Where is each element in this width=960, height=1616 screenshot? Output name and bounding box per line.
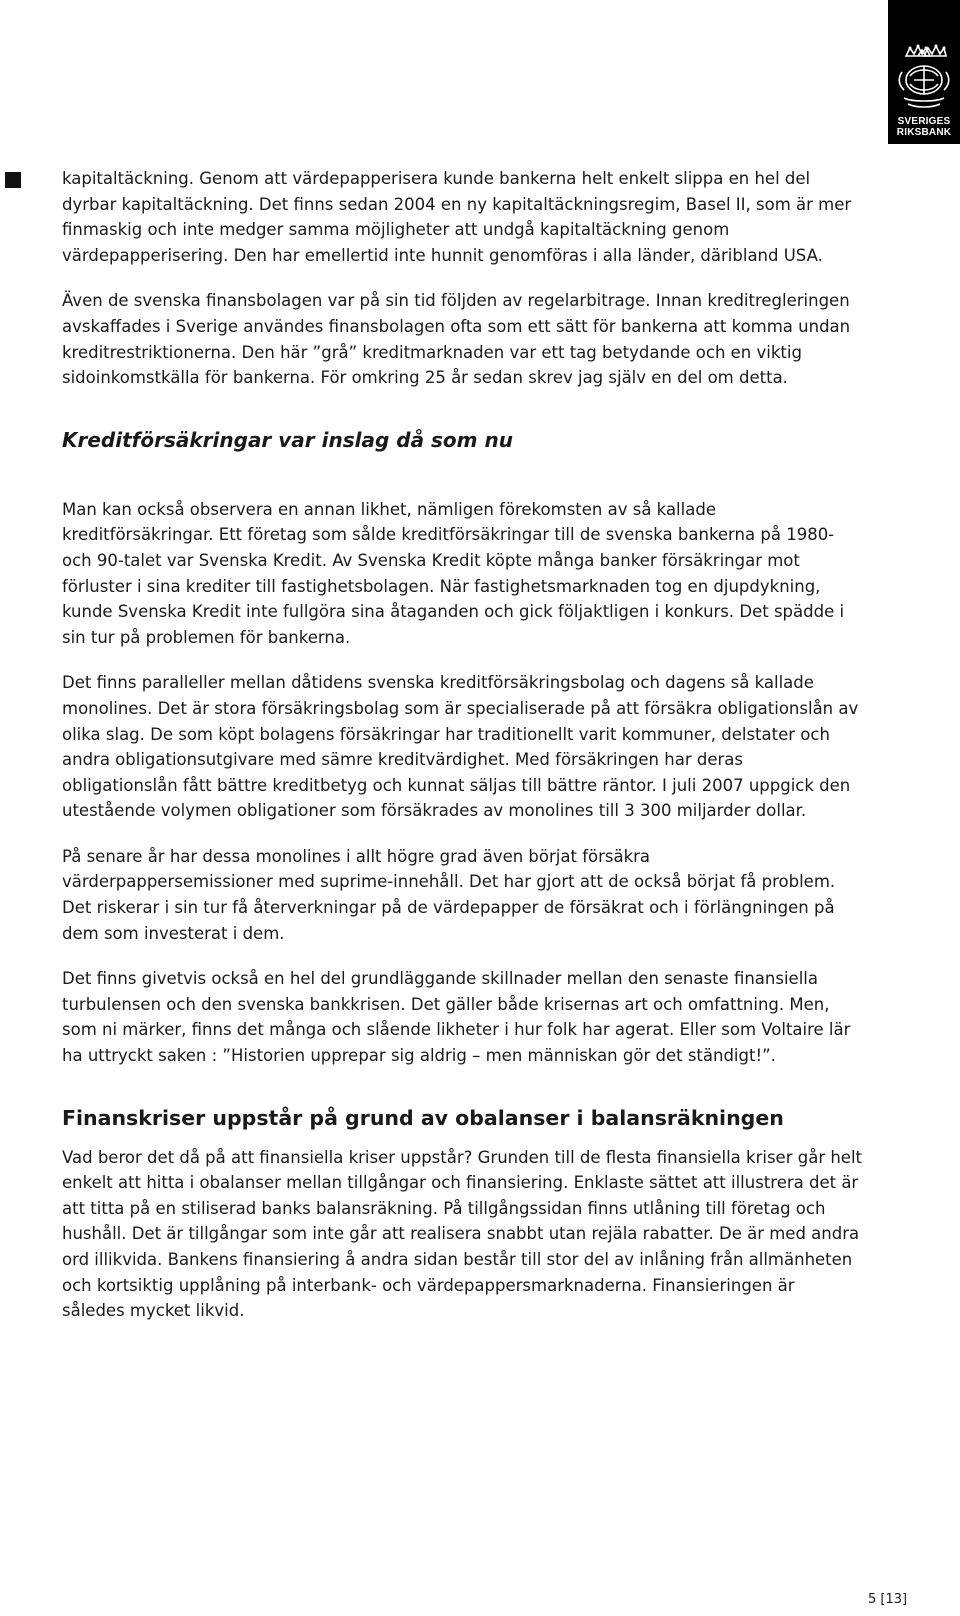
paragraph: Vad beror det då på att finansiella kriser uppstår? Grunden till de flesta finansiella kriser går helt enkelt att hitta i obalanser mellan tillgångar och finansiering. Enklaste sättet att illustrera det är att titta på en stiliserad banks balansräkning. På tillgångssidan finns utlåning till företag och hushåll. Det är tillgångar som inte går att realisera snabbt utan rejäla rabatter. De är med andra ord illikvida. Bankens finansiering å andra sidan består till stor del av inlåning från allmänheten och kortsiktig upplåning på interbank- och värdepappersmarknaderna. Finansieringen är således mycket likvid. [62,1147,863,1321]
paragraph: kapitaltäckning. Genom att värdepapperisera kunde bankerna helt enkelt slippa en hel del dyrbar kapitaltäckning. Det finns sedan 2004 en ny kapitaltäckningsregim, Basel II, som är mer finmaskig och inte medger samma möjligheter att undgå kapitaltäckning genom värdepapperisering. Den har emellertid inte hunnit genomföras i alla länder, däribland USA. [62,169,852,265]
paragraph: På senare år har dessa monolines i allt högre grad även börjat försäkra värderpappersemissioner med suprime-innehåll. Det har gjort att de också börjat få problem. Det riskerar i sin tur få återverkningar på de värdepapper de försäkrat och i förlängningen på dem som investerat i dem. [62,846,836,943]
page-marker-square [5,172,21,188]
riksbank-logo [888,0,960,144]
section-heading-finanskriser: Finanskriser uppstår på grund av obalanser i balansräkningen [62,1105,784,1130]
logo-text-line1: SVERIGES [897,116,951,127]
logo-text-line2: RIKSBANK [896,127,952,138]
paragraph: Det finns givetvis också en hel del grundläggande skillnader mellan den senaste finansiella turbulensen och den svenska bankkrisen. Det gäller både krisernas art och omfattning. Men, som ni märker, finns det många och slående likheter i hur folk har agerat. Eller som Voltaire lär ha uttryckt saken : ”Historien upprepar sig aldrig – men människan gör det ständigt!”. [62,969,851,1066]
document-body [62,166,862,1344]
paragraph: Man kan också observera en annan likhet, nämligen förekomsten av så kallade kreditförsäkringar. Ett företag som sålde kreditförsäkringar till de svenska bankerna på 1980- och 90-talet var Svenska Kredit. Av Svenska Kredit köpte många banker försäkringar mot förluster i sina krediter till fastighetsbolagen. När fastighetsmarknaden tog en djupdykning, kunde Svenska Kredit inte fullgöra sina åtaganden och gick följaktligen i konkurs. Det spädde i sin tur på problemen för bankerna. [62,499,845,647]
paragraph: Även de svenska finansbolagen var på sin tid följden av regelarbitrage. Innan kreditregleringen avskaffades i Sverige användes finansbolagen ofta som ett sätt för bankerna att komma undan kreditrestriktionerna. Den här ”grå” kreditmarknaden var ett tag betydande och en viktig sidoinkomstkälla för bankerna. För omkring 25 år sedan skrev jag själv en del om detta. [62,291,851,388]
page-number: 5 [13] [868,1592,908,1607]
section-heading-kreditforsakringar: Kreditförsäkringar var inslag då som nu [62,427,513,452]
crown-emblem-icon [896,42,952,110]
paragraph: Det finns paralleller mellan dåtidens svenska kreditförsäkringsbolag och dagens så kallade monolines. Det är stora försäkringsbolag som är specialiserade på att försäkra obligationslån av olika slag. De som köpt bolagens försäkringar har traditionellt varit kommuner, delstater och andra obligationsutgivare med sämre kreditvärdighet. Med försäkringen har deras obligationslån fått bättre kreditbetyg och kunnat säljas till bättre räntor. I juli 2007 uppgick den utestående volymen obligationer som försäkrades av monolines till 3 300 miljarder dollar. [62,673,859,821]
